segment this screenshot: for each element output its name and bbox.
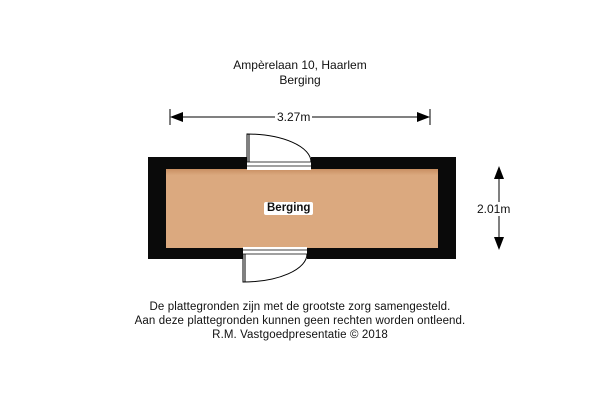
height-arrow-bottom — [494, 237, 504, 250]
width-label: 3.27m — [277, 110, 311, 124]
top-door-opening — [247, 156, 311, 170]
bottom-door-opening — [243, 247, 307, 260]
address-title: Ampèrelaan 10, Haarlem — [233, 58, 367, 72]
width-arrow-left — [170, 112, 183, 122]
bottom-door — [243, 247, 307, 282]
width-arrow-right — [417, 112, 430, 122]
top-door — [247, 134, 311, 170]
disclaimer-line-1: De plattegronden zijn met de grootste zorg samengesteld. — [149, 301, 451, 313]
disclaimer-line-2: Aan deze plattegronden kunnen geen rechten worden ontleend. — [134, 315, 466, 327]
height-label: 2.01m — [477, 202, 511, 216]
floor-title: Berging — [279, 73, 321, 87]
copyright-line: R.M. Vastgoedpresentatie © 2018 — [212, 329, 388, 341]
room-label: Berging — [264, 202, 313, 215]
height-arrow-top — [494, 166, 504, 179]
